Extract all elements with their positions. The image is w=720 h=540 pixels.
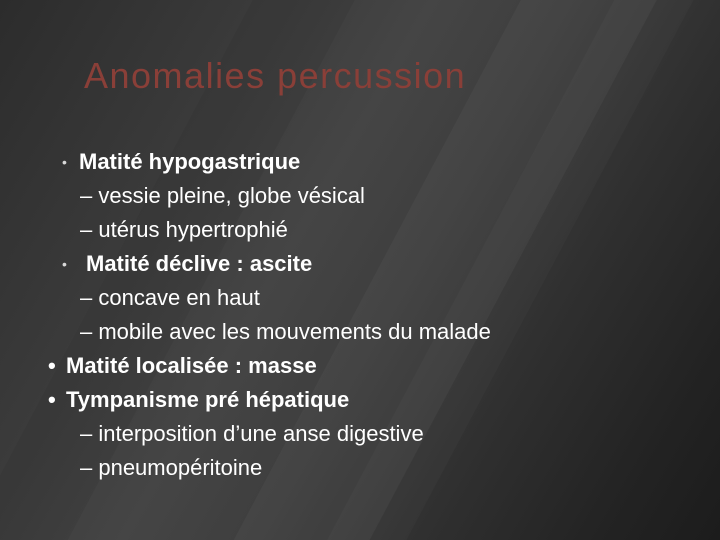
list-subitem: – vessie pleine, globe vésical	[80, 183, 365, 208]
list-subitem: – concave en haut	[80, 285, 260, 310]
list-item: Matité hypogastrique	[79, 149, 301, 174]
list-item: Matité localisée : masse	[66, 353, 317, 378]
list-subitem: – interposition d’une anse digestive	[80, 421, 424, 446]
bullet: •	[62, 154, 67, 170]
list-subitem: – utérus hypertrophié	[80, 217, 288, 242]
list-subitem: – pneumopéritoine	[80, 455, 263, 480]
bullet: •	[48, 387, 56, 412]
bullet: •	[62, 256, 67, 272]
list-item: Tympanisme pré hépatique	[66, 387, 350, 412]
list-subitem: – mobile avec les mouvements du malade	[80, 319, 491, 344]
list-item: Matité déclive : ascite	[86, 251, 313, 276]
bullet: •	[48, 353, 56, 378]
slide-title: Anomalies percussion	[84, 55, 467, 96]
